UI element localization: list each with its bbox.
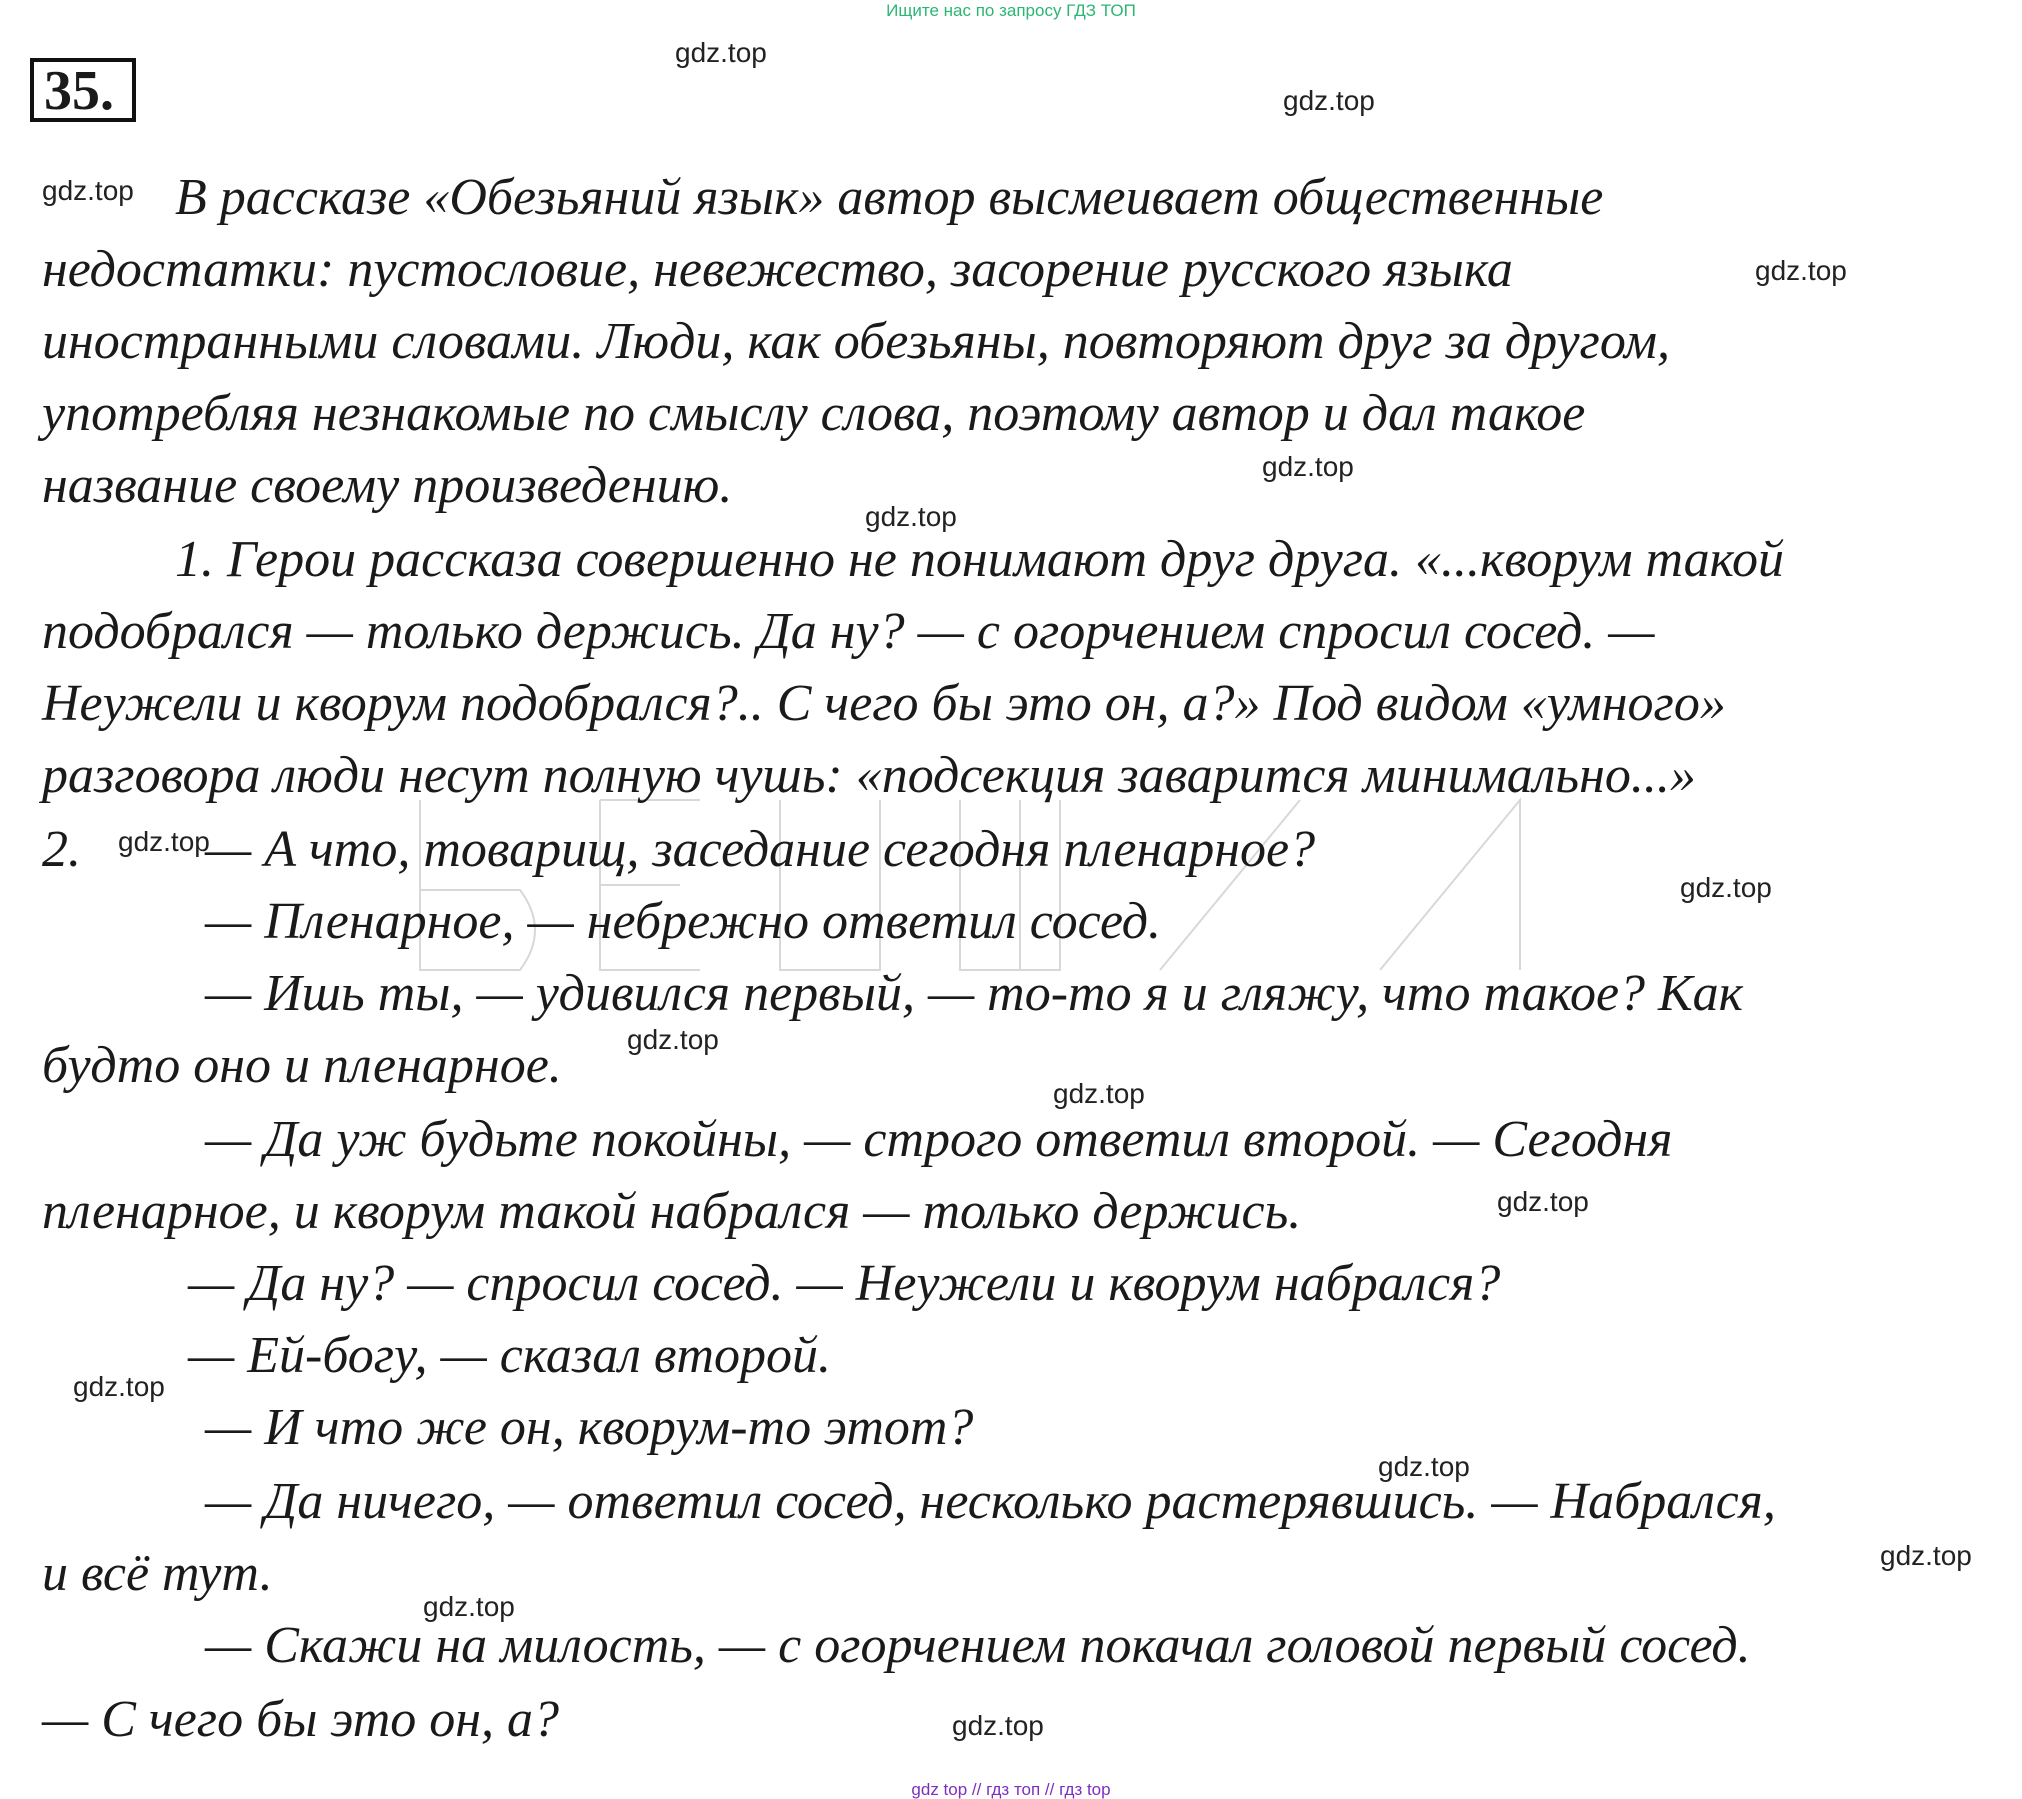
text-line: недостатки: пустословие, невежество, засорение русского языка bbox=[42, 241, 1513, 298]
text-line: — Да ну? — спросил сосед. — Неужели и кворум набрался? bbox=[188, 1255, 1501, 1312]
text-line: — Да уж будьте покойны, — строго ответил второй. — Сегодня bbox=[205, 1111, 1673, 1168]
text-line: подобрался — только держись. Да ну? — с огорчением спросил сосед. — bbox=[42, 603, 1655, 660]
text-line: — А что, товарищ, заседание сегодня пленарное? bbox=[205, 821, 1316, 878]
text-line: — Пленарное, — небрежно ответил сосед. bbox=[205, 893, 1162, 950]
watermark: gdz.top bbox=[1755, 255, 1847, 286]
watermark: gdz.top bbox=[865, 501, 957, 532]
text-line: — Ей-богу, — сказал второй. bbox=[188, 1327, 831, 1384]
text-line: — С чего бы это он, а? bbox=[42, 1691, 560, 1748]
text-line: В рассказе «Обезьяний язык» автор высмеивает общественные bbox=[175, 169, 1604, 226]
text-line: — И что же он, кворум-то этот? bbox=[205, 1399, 974, 1456]
text-line: — Скажи на милость, — с огорчением покачал головой первый сосед. bbox=[205, 1617, 1751, 1674]
task-number: 35. bbox=[30, 58, 136, 122]
watermark: gdz.top bbox=[1378, 1451, 1470, 1482]
watermark: gdz.top bbox=[1283, 85, 1375, 116]
watermark: gdz.top bbox=[42, 175, 134, 206]
text-line: название своему произведению. bbox=[42, 457, 733, 514]
watermark: gdz.top bbox=[627, 1024, 719, 1055]
text-line: — Ишь ты, — удивился первый, — то-то я и гляжу, что такое? Как bbox=[205, 965, 1743, 1022]
text-line: — Да ничего, — ответил сосед, несколько растерявшись. — Набрался, bbox=[205, 1473, 1776, 1530]
text-line: будто оно и пленарное. bbox=[42, 1037, 562, 1094]
watermark: gdz.top bbox=[423, 1591, 515, 1622]
text-line: пленарное, и кворум такой набрался — только держись. bbox=[42, 1183, 1302, 1240]
watermark: gdz.top bbox=[1497, 1186, 1589, 1217]
text-line: Неужели и кворум подобрался?.. С чего бы это он, а?» Под видом «умного» bbox=[42, 675, 1726, 732]
watermark: gdz.top bbox=[118, 826, 210, 857]
top-banner[interactable]: Ищите нас по запросу ГДЗ ТОП bbox=[886, 1, 1136, 20]
text-line: и всё тут. bbox=[42, 1545, 273, 1602]
watermark: gdz.top bbox=[1053, 1078, 1145, 1109]
text-line: разговора люди несут полную чушь: «подсекция заварится минимально...» bbox=[42, 747, 1696, 804]
bottom-banner[interactable]: gdz top // гдз топ // гдз top bbox=[911, 1780, 1111, 1799]
text-line: 1. Герои рассказа совершенно не понимают друг друга. «...кворум такой bbox=[175, 531, 1785, 588]
watermark: gdz.top bbox=[1880, 1540, 1972, 1571]
watermark: gdz.top bbox=[675, 37, 767, 68]
text-line: иностранными словами. Люди, как обезьяны, повторяют друг за другом, bbox=[42, 313, 1671, 370]
text-line: употребляя незнакомые по смыслу слова, поэтому автор и дал такое bbox=[42, 385, 1586, 442]
text-line: 2. bbox=[42, 821, 81, 878]
watermark: gdz.top bbox=[1680, 872, 1772, 903]
watermark: gdz.top bbox=[1262, 451, 1354, 482]
watermark: gdz.top bbox=[952, 1710, 1044, 1741]
watermark: gdz.top bbox=[73, 1371, 165, 1402]
